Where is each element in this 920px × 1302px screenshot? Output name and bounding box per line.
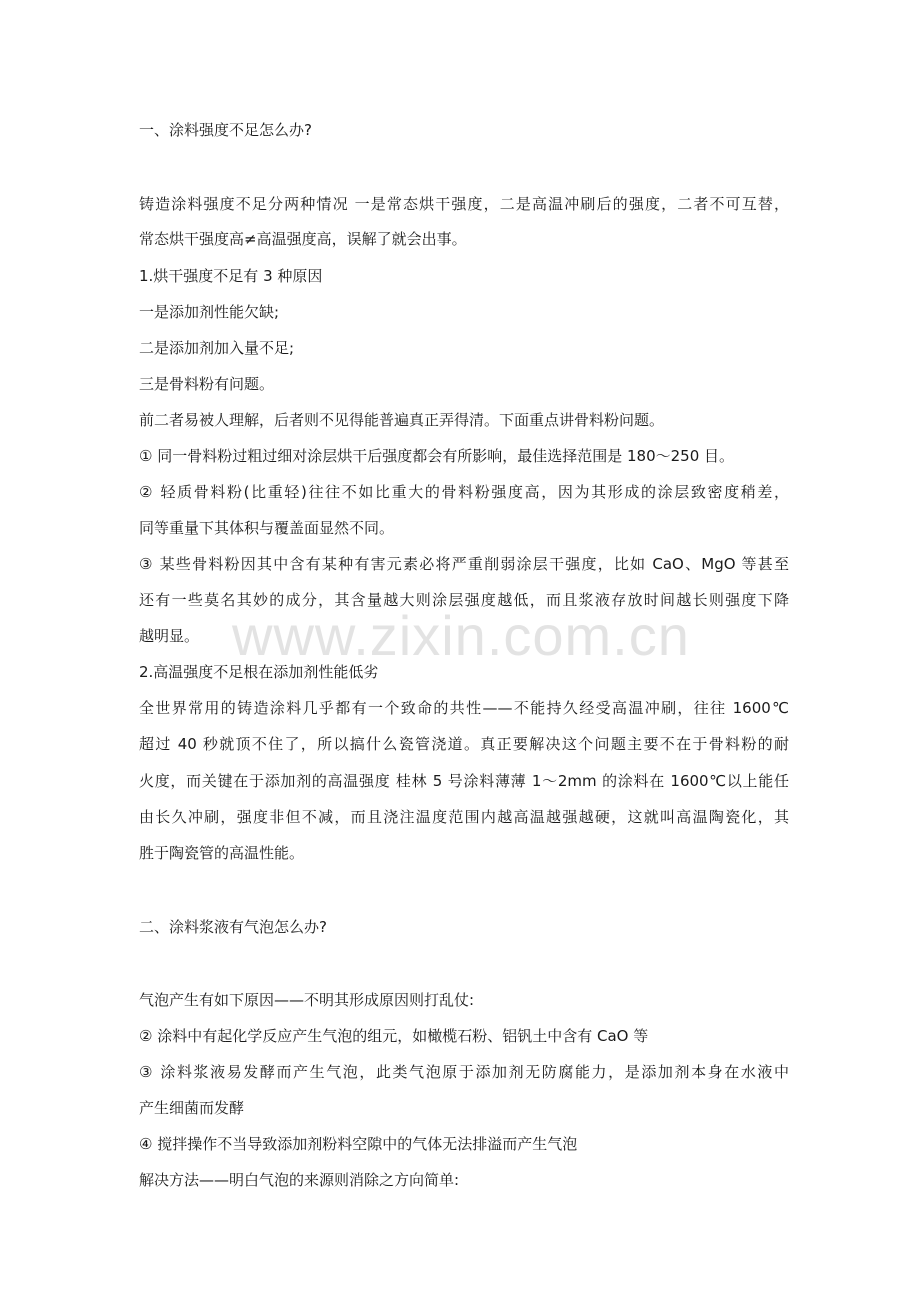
watermark: www.zixin.com.cn xyxy=(232,604,690,667)
subsection-1-title: 1.烘干强度不足有 3 种原因 xyxy=(139,267,323,285)
cause-2: ② 涂料中有起化学反应产生气泡的组元，如橄榄石粉、铝钒土中含有 CaO 等 xyxy=(139,1027,649,1045)
paragraph-line-4: 由长久冲刷，强度非但不减，而且浇注温度范围内越高温越强越硬，这就叫高温陶瓷化，其 xyxy=(139,808,789,826)
paragraph-line-5: 胜于陶瓷管的高温性能。 xyxy=(139,844,305,862)
section-1-intro-line-2: 常态烘干强度高≠高温强度高，误解了就会出事。 xyxy=(139,230,467,248)
cause-4: ④ 搅拌操作不当导致添加剂粉料空隙中的气体无法排溢而产生气泡 xyxy=(139,1135,578,1153)
summary-line: 前二者易被人理解，后者则不见得能普遍真正弄得清。下面重点讲骨料粉问题。 xyxy=(139,411,665,429)
point-2-line-2: 同等重量下其体积与覆盖面显然不同。 xyxy=(139,519,395,537)
subsection-2-title: 2.高温强度不足根在添加剂性能低劣 xyxy=(139,663,379,681)
paragraph-line-3: 火度，而关键在于添加剂的高温强度 桂林 5 号涂料薄薄 1～2mm 的涂料在 1600℃以上能任 xyxy=(139,772,789,790)
paragraph-line-2: 超过 40 秒就顶不住了，所以搞什么瓷管浇道。真正要解决这个问题主要不在于骨料粉的耐 xyxy=(139,735,789,753)
point-3-line-3: 越明显。 xyxy=(139,627,200,645)
section-2-intro: 气泡产生有如下原因——不明其形成原因则打乱仗: xyxy=(139,991,475,1009)
reason-2: 二是添加剂加入量不足; xyxy=(139,339,295,357)
cause-3-line-1: ③ 涂料浆液易发酵而产生气泡，此类气泡原于添加剂无防腐能力，是添加剂本身在水液中 xyxy=(139,1063,789,1081)
reason-3: 三是骨料粉有问题。 xyxy=(139,375,275,393)
paragraph-line-1: 全世界常用的铸造涂料几乎都有一个致命的共性——不能持久经受高温冲刷，往往 1600℃ xyxy=(139,699,789,717)
section-1-heading: 一、涂料强度不足怎么办? xyxy=(139,121,312,139)
solution-line: 解决方法——明白气泡的来源则消除之方向简单: xyxy=(139,1171,460,1189)
section-2-heading: 二、涂料浆液有气泡怎么办? xyxy=(139,918,327,936)
point-3-line-2: 还有一些莫名其妙的成分，其含量越大则涂层强度越低，而且浆液存放时间越长则强度下降 xyxy=(139,591,789,609)
cause-3-line-2: 产生细菌而发酵 xyxy=(139,1099,245,1117)
point-3-line-1: ③ 某些骨料粉因其中含有某种有害元素必将严重削弱涂层干强度，比如 CaO、MgO 等甚至 xyxy=(139,555,789,573)
point-2-line-1: ② 轻质骨料粉(比重轻)往往不如比重大的骨料粉强度高，因为其形成的涂层致密度稍差， xyxy=(139,483,789,501)
section-1-intro-line-1: 铸造涂料强度不足分两种情况 一是常态烘干强度，二是高温冲刷后的强度，二者不可互替， xyxy=(139,195,789,213)
point-1: ① 同一骨料粉过粗过细对涂层烘干后强度都会有所影响，最佳选择范围是 180～250 目。 xyxy=(139,447,735,465)
reason-1: 一是添加剂性能欠缺; xyxy=(139,303,280,321)
